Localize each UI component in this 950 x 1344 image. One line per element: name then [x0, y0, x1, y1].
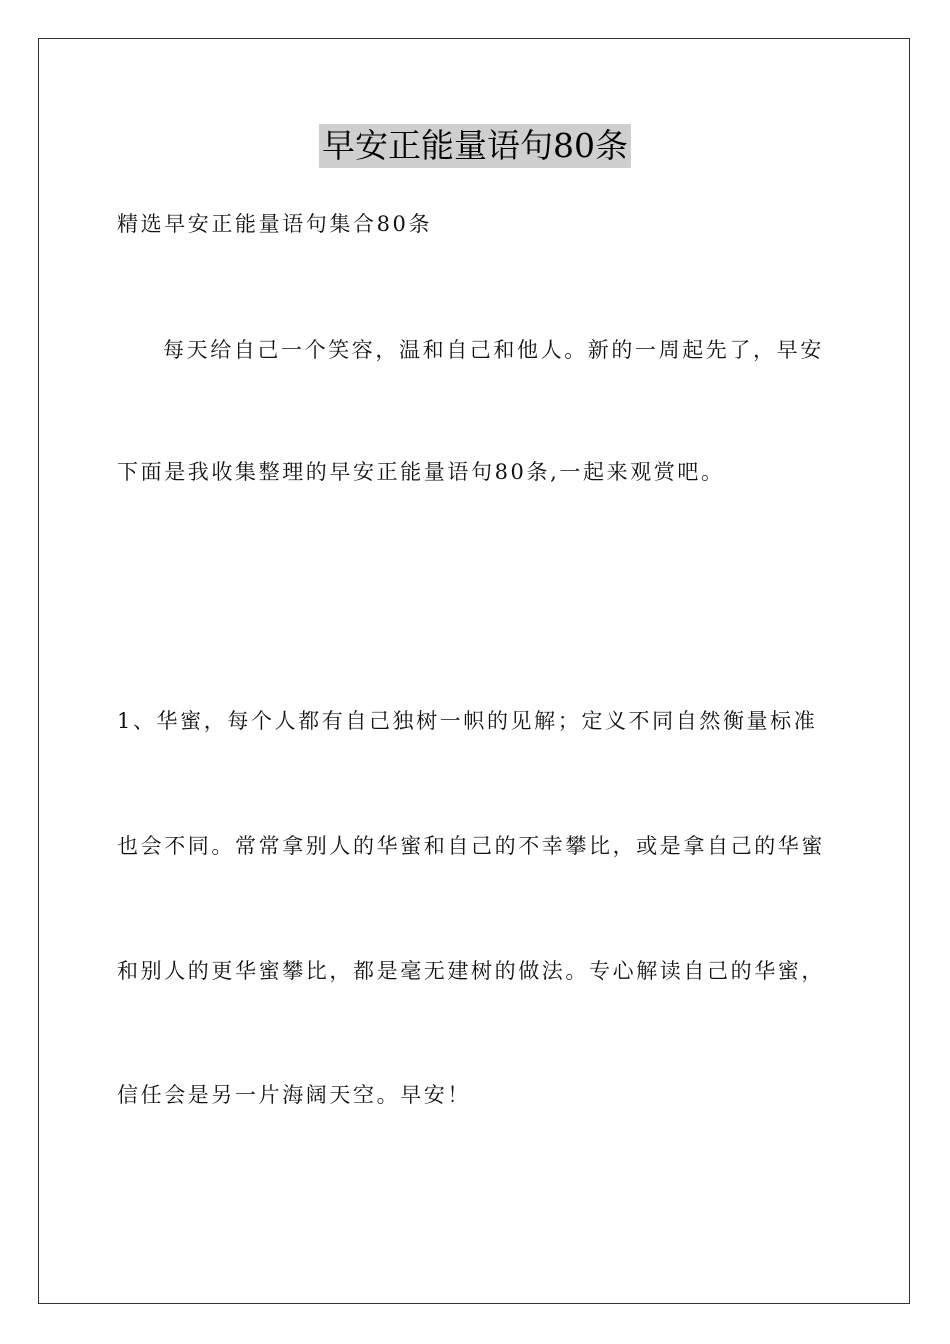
document-subtitle: 精选早安正能量语句集合80条	[117, 212, 433, 236]
intro-line-2: 下面是我收集整理的早安正能量语句80条,一起来观赏吧。	[117, 460, 725, 484]
document-title: 早安正能量语句80条	[319, 124, 631, 168]
title-container	[0, 124, 950, 168]
item-1-line-3: 和别人的更华蜜攀比，都是毫无建树的做法。专心解读自己的华蜜，	[117, 959, 825, 983]
item-1-line-2: 也会不同。常常拿别人的华蜜和自己的不幸攀比，或是拿自己的华蜜	[117, 834, 825, 858]
item-1-line-4: 信任会是另一片海阔天空。早安！	[117, 1083, 471, 1107]
item-1-line-1: 1、华蜜，每个人都有自己独树一帜的见解；定义不同自然衡量标准	[117, 709, 818, 733]
intro-line-1: 每天给自己一个笑容，温和自己和他人。新的一周起先了，早安	[163, 338, 824, 362]
